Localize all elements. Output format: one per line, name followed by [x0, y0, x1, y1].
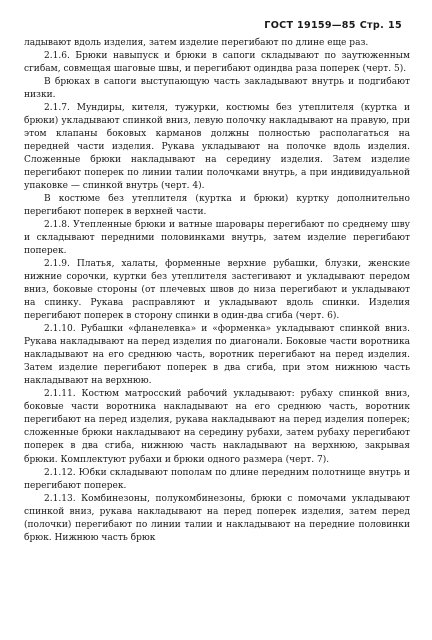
page-number: 15	[388, 20, 402, 31]
paragraph-continuation: ладывают вдоль изделия, затем изделие перегибают по длине еще раз.	[24, 38, 369, 48]
paragraph-2-1-10: 2.1.10. Рубашки «фланелевка» и «форменка» укладывают спинкой вниз. Рукава накладывают на перед изделия по диагонали. Боковые части воротника накладывают на его среднюю часть, воротник перегибают на перед изделия. Затем изделие перегибают поперек в два сгиба, при этом нижнюю часть накладывают на верхнюю.	[24, 324, 410, 387]
running-header	[24, 20, 410, 31]
paragraph-2-1-8: 2.1.8. Утепленные брюки и ватные шаровары перегибают по среднему шву и складывают передними половинками внутрь, затем изделие перегибают поперек.	[24, 220, 410, 257]
paragraph-2-1-7: 2.1.7. Мундиры, кителя, тужурки, костюмы без утеплителя (куртка и брюки) укладывают спинкой вниз, левую полочку накладывают на правую, при этом клапаны боковых карманов должны полностью располагаться на передней части изделия. Рукава укладывают на полочке вдоль изделия. Сложенные брюки накладывают на середину изделия. Затем изделие перегибают поперек по линии талии полочками внутрь, а при индивидуальной упаковке — спинкой внутрь (черт. 4).	[24, 103, 410, 192]
paragraph-2-1-13: 2.1.13. Комбинезоны, полукомбинезоны, брюки с помочами укладывают спинкой вниз, рукава накладывают на перед поперек изделия, затем перед (полочки) перегибают по линии талии и накладывают на передние половинки брюк. Нижнюю часть брюк	[24, 493, 410, 543]
paragraph-2-1-12: 2.1.12. Юбки складывают пополам по длине передним полотнище внутрь и перегибают поперек.	[24, 467, 410, 491]
paragraph-boots-note: В брюках в сапоги выступающую часть закладывают внутрь и подгибают низки.	[24, 77, 410, 101]
standard-number: ГОСТ 19159—85	[264, 20, 356, 31]
document-body	[24, 37, 410, 545]
paragraph-2-1-9: 2.1.9. Платья, халаты, форменные верхние рубашки, блузки, женские нижние сорочки, куртки без утеплителя застегивают и укладывают передом вниз, боковые стороны (от плечевых швов до низа перегибают и укладывают на спинку. Рукава расправляют и укладывают вдоль спинки. Изделия перегибают поперек в сторону спинки в один-два сгиба (черт. 6).	[24, 259, 410, 322]
page-label: Стр.	[359, 20, 385, 31]
paragraph-2-1-11: 2.1.11. Костюм матросский рабочий укладывают: рубаху спинкой вниз, боковые части воротника накладывают на его среднюю часть, воротник перегибают на перед изделия, рукава накладывают на перед изделия поперек; сложенные брюки накладывают на середину рубахи, затем рубаху перегибают поперек в два сгиба, нижнюю часть накладывают на верхнюю, закрывая брюки. Комплектуют рубахи и брюки одного размера (черт. 7).	[24, 389, 410, 465]
paragraph-2-1-6: 2.1.6. Брюки навыпуск и брюки в сапоги складывают по заутюженным сгибам, совмещая шаговые швы, и перегибают одиндва раза поперек (черт. 5).	[24, 51, 410, 75]
paragraph-suit-note: В костюме без утеплителя (куртка и брюки) куртку дополнительно перегибают поперек в верхней части.	[24, 194, 410, 218]
